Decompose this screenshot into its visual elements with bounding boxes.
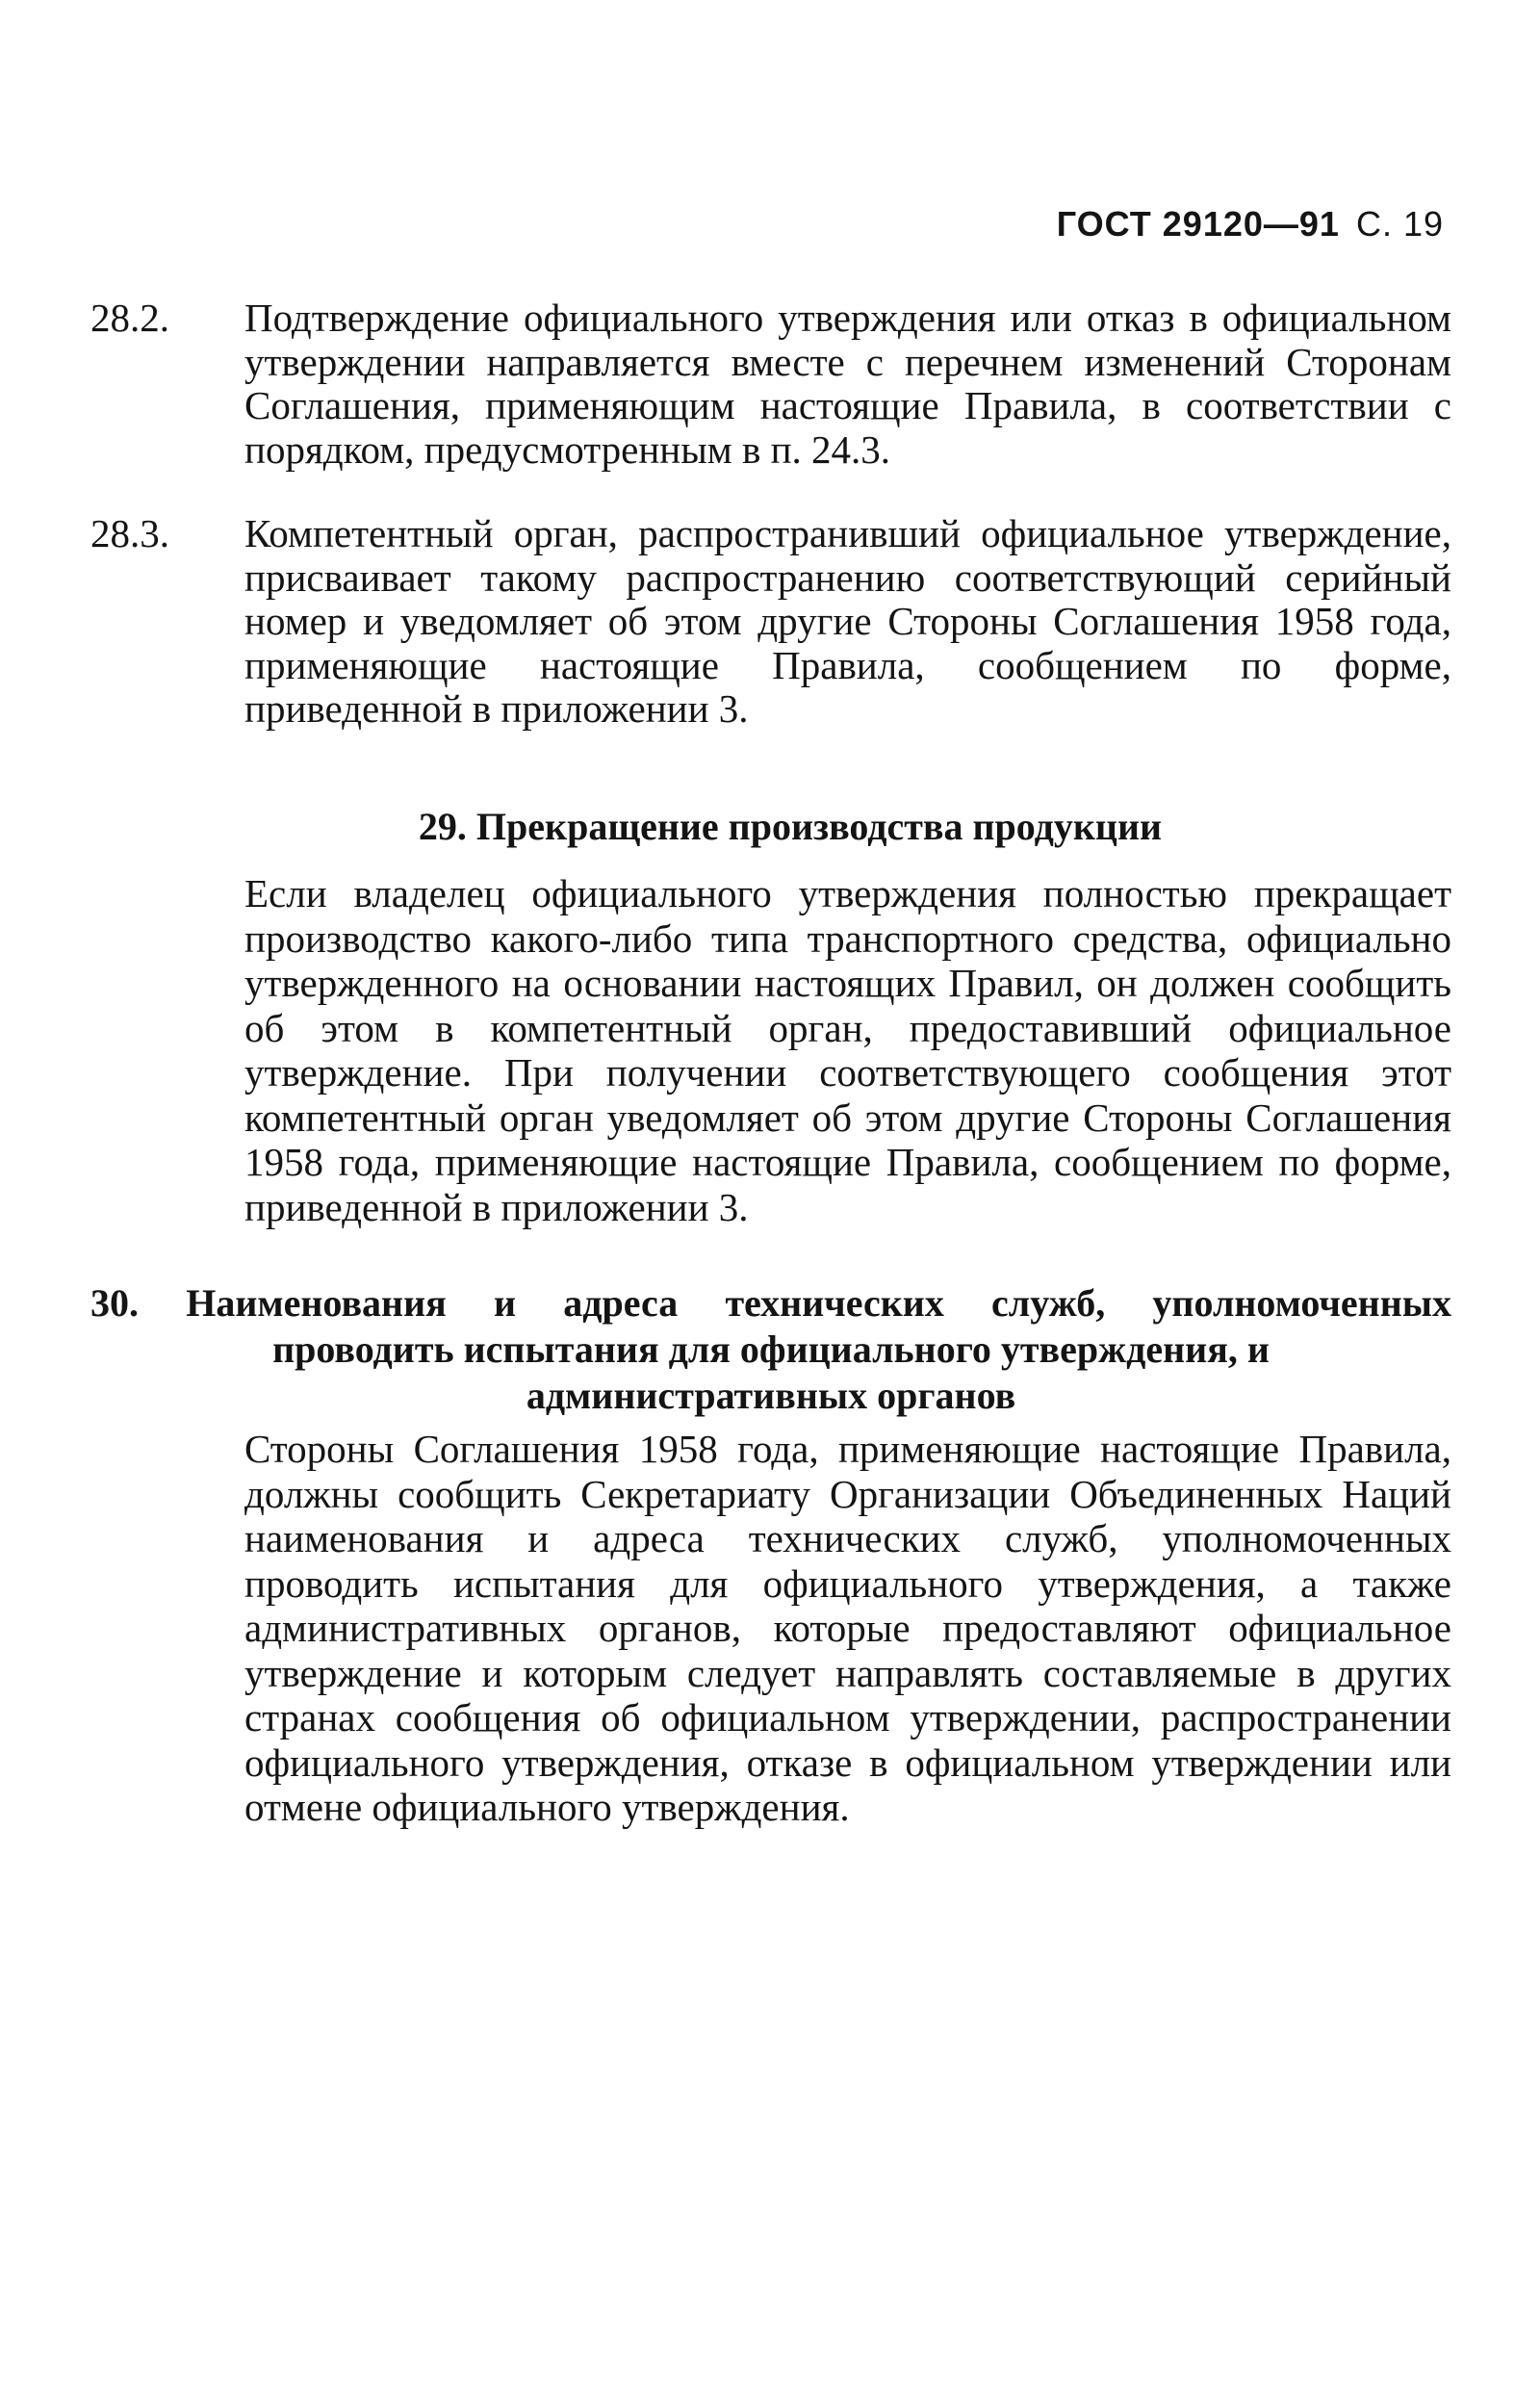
section-30-text: Стороны Соглашения 1958 года, применяющие настоящие Правила, должны сообщить Секретариату Организации Объединенных Наций наименования и адреса технических служб, уполномоченных проводить испытания для официального утверждения, а также административных органов, которые предоставляют официальное утверждение и которым следует направлять составляемые в других странах сообщения об официальном утверждении, распространении официального утверждения, отказе в официальном утверждении или отмене официального утверждения.: [244, 1427, 1451, 1829]
section-30-heading-line: административных органов: [526, 1374, 1016, 1417]
clause-28-3: [90, 512, 1451, 732]
clause-number: 28.2.: [90, 296, 169, 340]
document-code: ГОСТ 29120—91: [1056, 204, 1340, 244]
clause-text: Компетентный орган, распространивший официальное утверждение, присваивает такому распространению соответствующий серийный номер и уведомляет об этом другие Стороны Соглашения 1958 года, применяющие настоящие Правила, сообщением по форме, приведенной в приложении 3.: [244, 511, 1451, 731]
page-header: [1057, 204, 1444, 245]
clause-28-2: [90, 296, 1451, 472]
clause-text: Подтверждение официального утверждения или отказ в официальном утверждении направляется вместе с перечнем изменений Сторонам Соглашения, применяющим настоящие Правила, в соответствии с порядком, предусмотренным в п. 24.3.: [244, 296, 1451, 472]
page-number: С. 19: [1355, 204, 1444, 244]
section-30-heading-line: проводить испытания для официального утверждения, и: [272, 1327, 1270, 1371]
section-29-text: Если владелец официального утверждения полностью прекращает производство какого-либо типа транспортного средства, официально утвержденного на основании настоящих Правил, он должен сообщить об этом в компетентный орган, предоставивший официальное утверждение. При получении соответствующего сообщения этот компетентный орган уведомляет об этом другие Стороны Соглашения 1958 года, применяющие настоящие Правила, сообщением по форме, приведенной в приложении 3.: [244, 871, 1451, 1229]
section-29-heading: 29. Прекращение производства продукции: [418, 805, 1163, 848]
section-30-heading-line: 30. Наименования и адреса технических служб, уполномоченных: [90, 1281, 1451, 1325]
clause-number: 28.3.: [90, 511, 169, 555]
section-30-heading: [90, 1280, 1451, 1419]
